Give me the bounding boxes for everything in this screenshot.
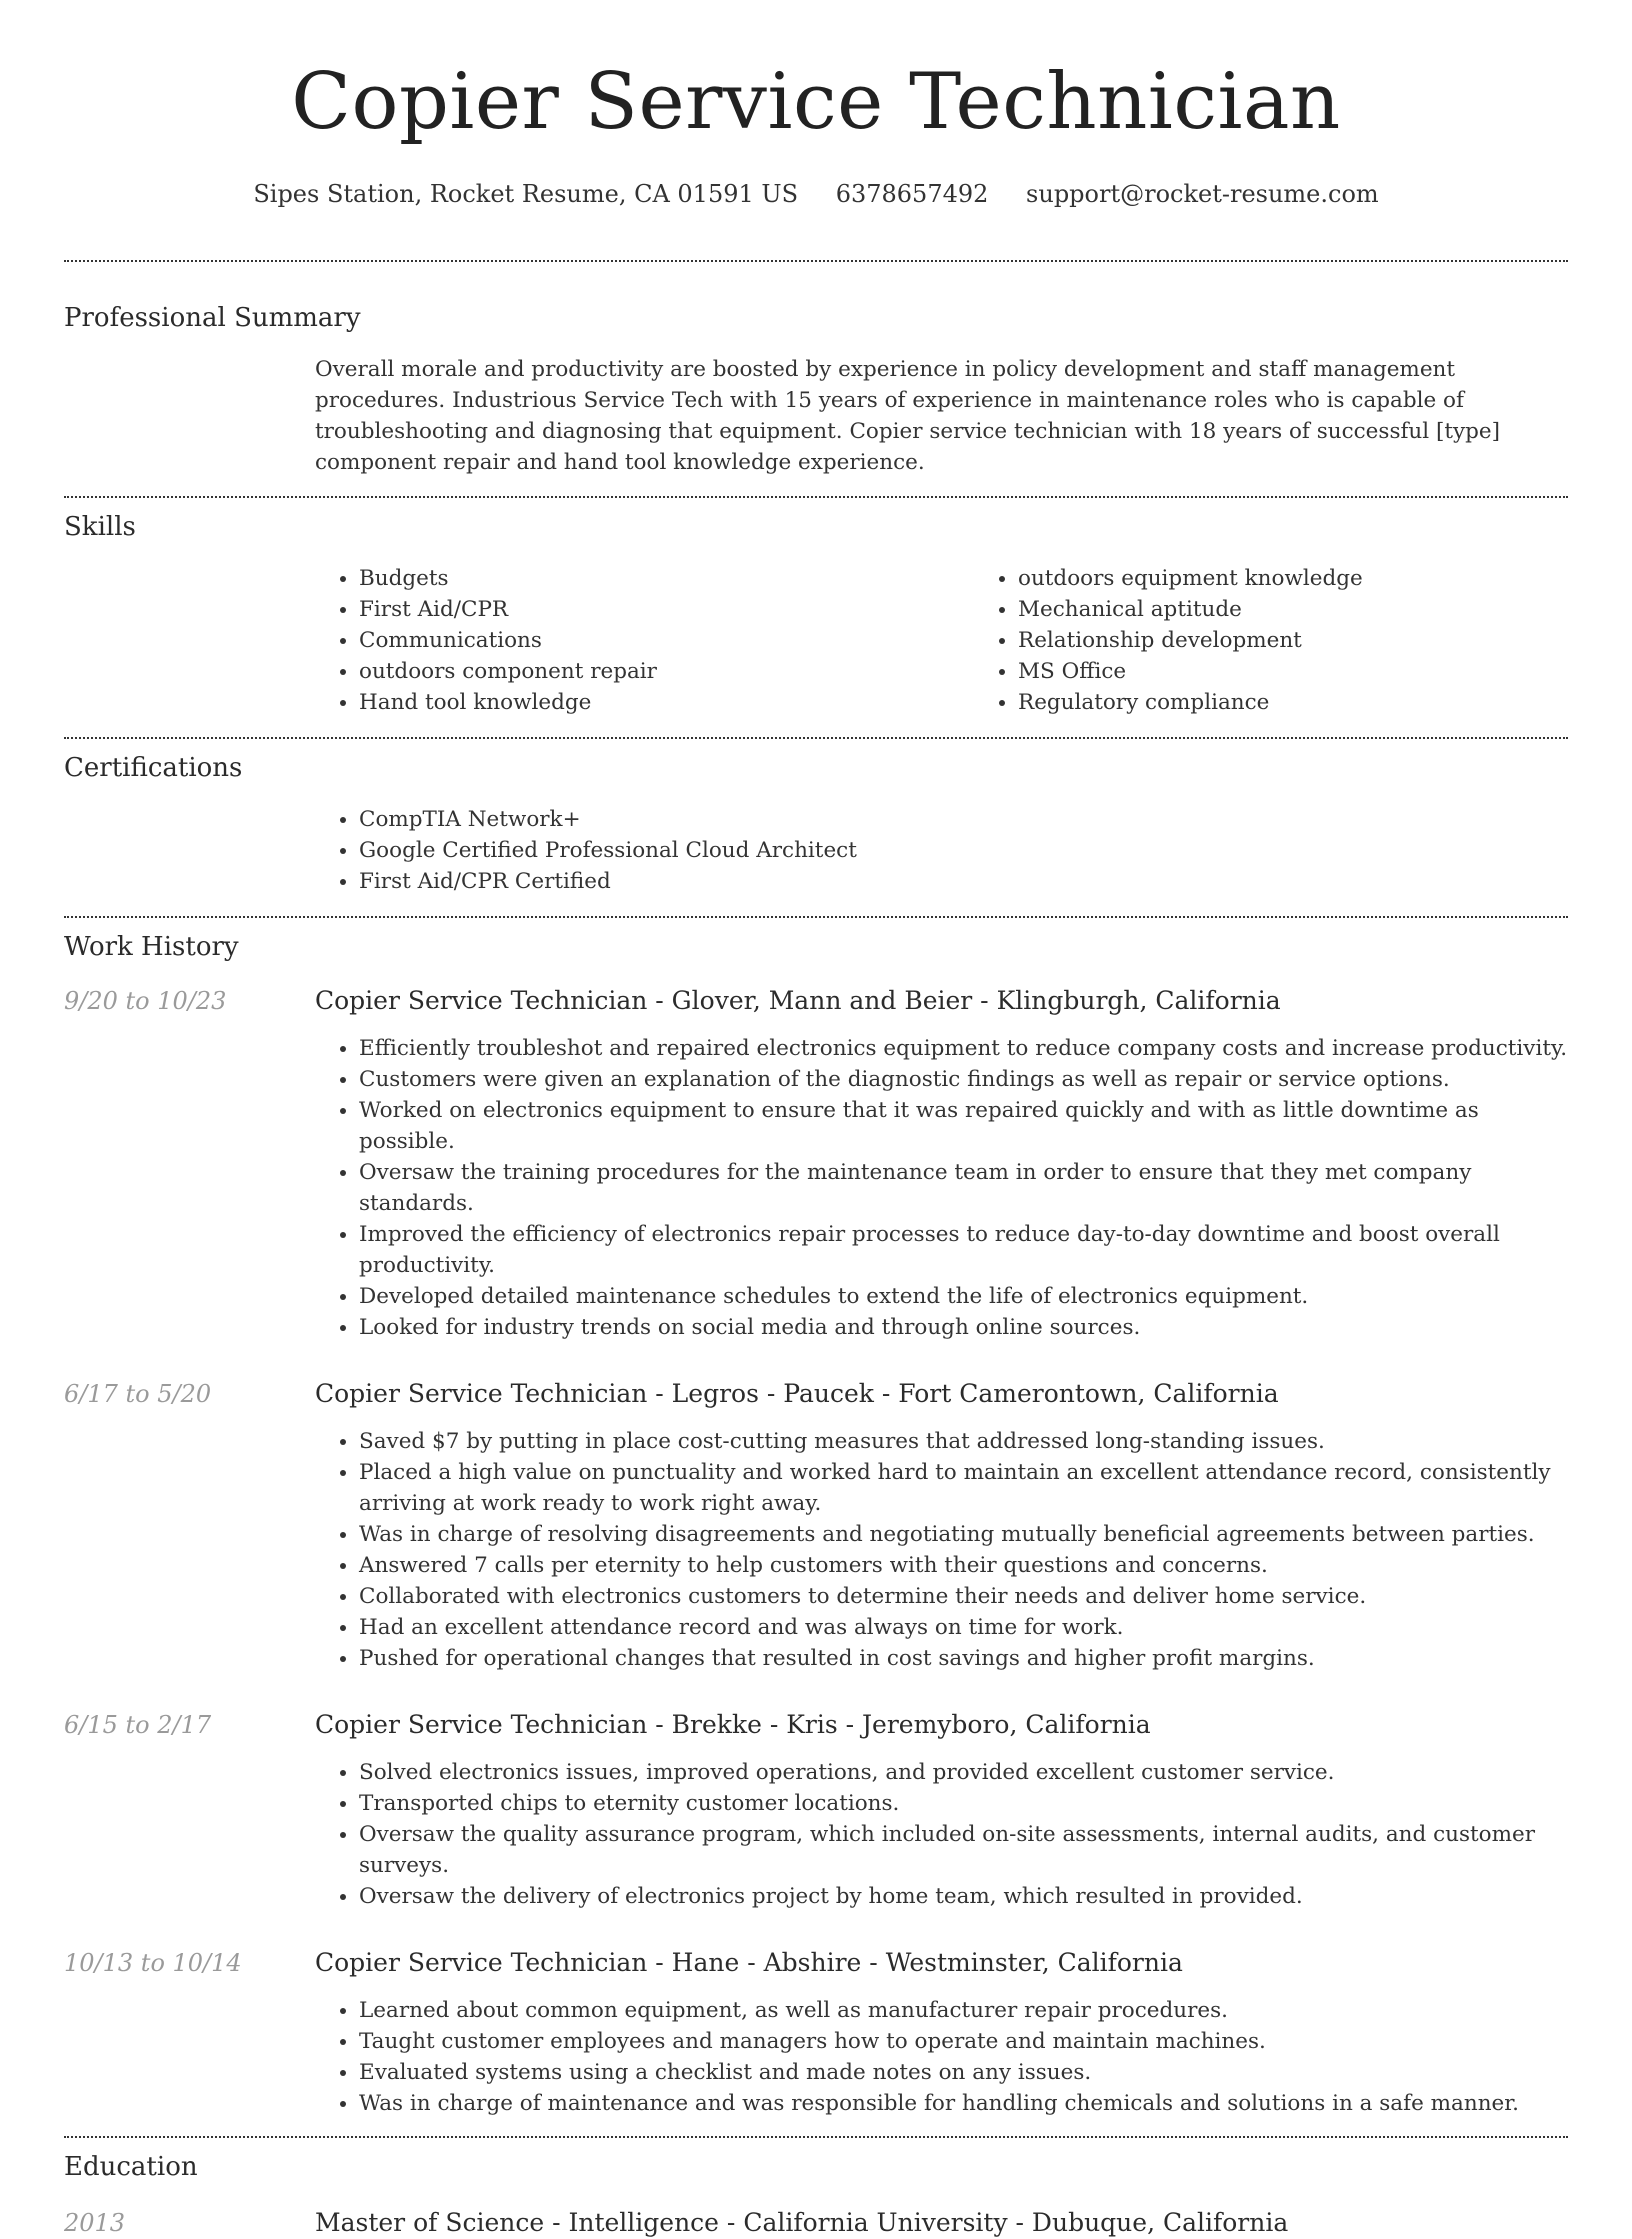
job-bullet: • Was in charge of maintenance and was responsible for handling chemicals and solutions in a safe manner. — [359, 2088, 1568, 2119]
job-bullet: • Learned about common equipment, as well as manufacturer repair procedures. — [359, 1995, 1568, 2026]
education-section — [64, 2150, 1568, 2239]
contact-address: Sipes Station, Rocket Resume, CA 01591 US — [253, 180, 799, 208]
resume-name: Copier Service Technician — [291, 57, 1341, 147]
job-bullet: • Looked for industry trends on social media and through online sources. — [359, 1312, 1568, 1343]
job-bullets — [315, 1426, 1568, 1674]
job-bullet: • Collaborated with electronics customers to determine their needs and deliver home service. — [359, 1581, 1568, 1612]
certification-item: • First Aid/CPR Certified — [359, 866, 1568, 897]
skill-item: • First Aid/CPR — [359, 594, 974, 625]
work-history-heading: Work History — [64, 932, 239, 962]
skills-section — [64, 510, 1568, 718]
job-title: Copier Service Technician - Legros - Paucek - Fort Camerontown, California — [315, 1379, 1279, 1408]
job-entry — [64, 1947, 1568, 2119]
job-bullet: • Oversaw the quality assurance program, which included on-site assessments, internal audits, and customer surveys. — [359, 1819, 1568, 1881]
contact-email: support@rocket-resume.com — [1026, 180, 1379, 208]
section-divider — [64, 260, 1568, 262]
job-bullets — [315, 1757, 1568, 1912]
section-divider — [64, 737, 1568, 739]
job-entry — [64, 1378, 1568, 1674]
contact-info — [64, 178, 1568, 210]
job-bullet: • Answered 7 calls per eternity to help customers with their questions and concerns. — [359, 1550, 1568, 1581]
job-bullets — [315, 1033, 1568, 1343]
job-title: Copier Service Technician - Brekke - Kris - Jeremyboro, California — [315, 1710, 1151, 1739]
education-entry — [64, 2207, 1568, 2239]
certification-item: • Google Certified Professional Cloud Architect — [359, 835, 1568, 866]
job-entry — [64, 985, 1568, 1343]
job-bullet: • Developed detailed maintenance schedules to extend the life of electronics equipment. — [359, 1281, 1568, 1312]
job-bullet: • Was in charge of resolving disagreements and negotiating mutually beneficial agreements between parties. — [359, 1519, 1568, 1550]
job-dates: 10/13 to 10/14 — [64, 1949, 242, 1977]
skill-item: • outdoors equipment knowledge — [1018, 563, 1632, 594]
section-divider — [64, 496, 1568, 498]
education-date: 2013 — [64, 2209, 126, 2237]
job-bullet: • Efficiently troubleshot and repaired electronics equipment to reduce company costs and increase productivity. — [359, 1033, 1568, 1064]
skill-item: • MS Office — [1018, 656, 1632, 687]
summary-section — [64, 301, 1568, 478]
skill-item: • outdoors component repair — [359, 656, 974, 687]
work-history-section — [64, 930, 1568, 2119]
skill-item: • Communications — [359, 625, 974, 656]
job-bullet: • Improved the efficiency of electronics repair processes to reduce day-to-day downtime and boost overall productivity. — [359, 1219, 1568, 1281]
education-heading: Education — [64, 2152, 198, 2182]
job-bullet: • Saved $7 by putting in place cost-cutting measures that addressed long-standing issues. — [359, 1426, 1568, 1457]
section-divider — [64, 916, 1568, 918]
contact-phone: 6378657492 — [835, 180, 989, 208]
certification-item: • CompTIA Network+ — [359, 804, 1568, 835]
skill-item: • Relationship development — [1018, 625, 1632, 656]
education-title: Master of Science - Intelligence - California University - Dubuque, California — [315, 2208, 1289, 2237]
job-dates: 9/20 to 10/23 — [64, 987, 227, 1015]
job-bullet: • Had an excellent attendance record and was always on time for work. — [359, 1612, 1568, 1643]
certifications-list — [315, 804, 1568, 897]
skill-item: • Mechanical aptitude — [1018, 594, 1632, 625]
skills-list-left — [315, 563, 974, 718]
summary-heading: Professional Summary — [64, 303, 361, 333]
job-bullet: • Pushed for operational changes that resulted in cost savings and higher profit margins. — [359, 1643, 1568, 1674]
skill-item: • Hand tool knowledge — [359, 687, 974, 718]
job-bullet: • Placed a high value on punctuality and worked hard to maintain an excellent attendance record, consistently arriving at work ready to work right away. — [359, 1457, 1568, 1519]
job-entry — [64, 1709, 1568, 1912]
skills-list-right — [974, 563, 1632, 718]
job-bullet: • Evaluated systems using a checklist and made notes on any issues. — [359, 2057, 1568, 2088]
skill-item: • Budgets — [359, 563, 974, 594]
certifications-section — [64, 751, 1568, 897]
job-bullet: • Oversaw the delivery of electronics project by home team, which resulted in provided. — [359, 1881, 1568, 1912]
job-bullet: • Worked on electronics equipment to ensure that it was repaired quickly and with as little downtime as possible. — [359, 1095, 1568, 1157]
job-title: Copier Service Technician - Hane - Abshire - Westminster, California — [315, 1948, 1183, 1977]
job-bullet: • Oversaw the training procedures for the maintenance team in order to ensure that they met company standards. — [359, 1157, 1568, 1219]
job-dates: 6/15 to 2/17 — [64, 1711, 212, 1739]
certifications-heading: Certifications — [64, 753, 243, 783]
job-bullet: • Transported chips to eternity customer locations. — [359, 1788, 1568, 1819]
job-bullets — [315, 1995, 1568, 2119]
summary-text: Overall morale and productivity are boosted by experience in policy development and staff management procedures. Industrious Service Tech with 15 years of experience in maintenance roles who is capable of troubleshooting and diagnosing that equipment. Copier service technician with 18 years of successful [type] component repair and hand tool knowledge experience. — [315, 357, 1501, 475]
section-divider — [64, 2136, 1568, 2138]
job-title: Copier Service Technician - Glover, Mann and Beier - Klingburgh, California — [315, 986, 1281, 1015]
job-dates: 6/17 to 5/20 — [64, 1380, 212, 1408]
job-bullet: • Taught customer employees and managers how to operate and maintain machines. — [359, 2026, 1568, 2057]
skill-item: • Regulatory compliance — [1018, 687, 1632, 718]
skills-heading: Skills — [64, 512, 136, 542]
job-bullet: • Customers were given an explanation of the diagnostic findings as well as repair or service options. — [359, 1064, 1568, 1095]
job-bullet: • Solved electronics issues, improved operations, and provided excellent customer service. — [359, 1757, 1568, 1788]
